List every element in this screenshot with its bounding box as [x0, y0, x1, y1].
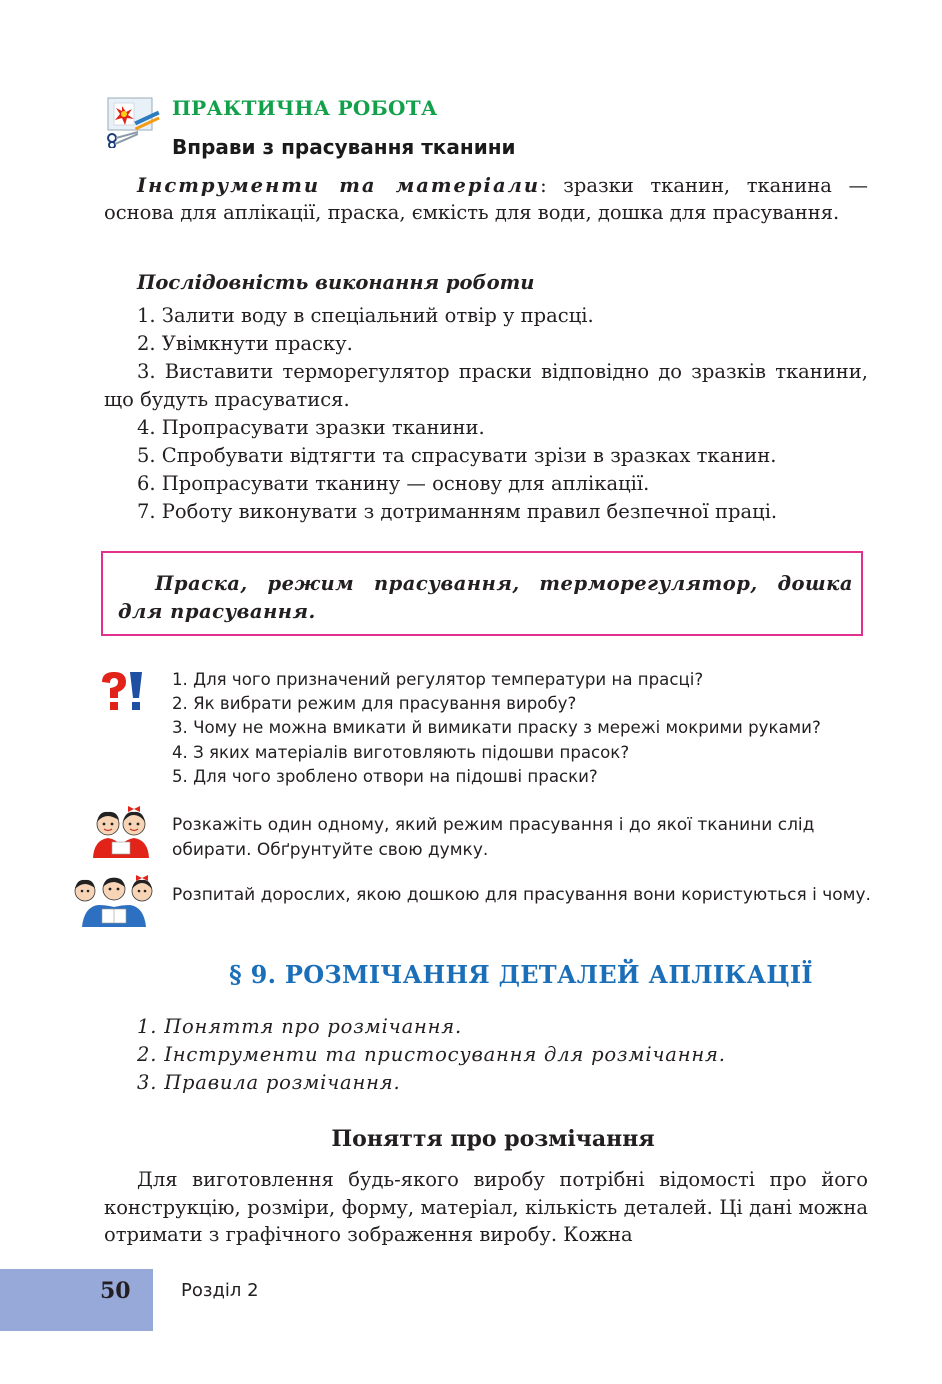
list-item: 2. Увімкнути праску.	[137, 332, 353, 355]
list-item: 5. Спробувати відтягти та спрасувати зрізи в зразках тканин.	[137, 444, 777, 467]
practical-work-subtitle: Вправи з прасування тканини	[172, 135, 516, 159]
list-item: 4. З яких матеріалів виготовляють підошви прасок?	[172, 742, 630, 762]
list-item: 3. Виставити терморегулятор праски відповідно до зразків тканини, що будуть прасуватися.	[104, 360, 868, 411]
list-item: 1. Для чого призначений регулятор температури на прасці?	[172, 670, 704, 689]
list-item: 5. Для чого зроблено отвори на підошві праски?	[172, 766, 598, 786]
practical-work-icon	[104, 96, 162, 148]
section-title: § 9. РОЗМІЧАННЯ ДЕТАЛЕЙ АПЛІКАЦІЇ	[229, 960, 813, 989]
question-exclamation-icon	[98, 670, 146, 712]
materials-paragraph	[104, 173, 868, 226]
concept-paragraph: Для виготовлення будь-якого виробу потрібні відомості про його конструкцію, розміри, форму, матеріал, кількість деталей. Ці дані можна отримати з графічного зображення виробу. Кожна	[104, 1168, 868, 1246]
three-kids-icon	[72, 875, 156, 927]
materials-label: Інструменти та матеріали	[137, 174, 541, 197]
list-item: 3. Чому не можна вмикати й вимикати праску з мережі мокрими руками?	[172, 718, 821, 738]
page-number: 50	[100, 1278, 131, 1304]
two-kids-icon	[90, 806, 152, 858]
list-item: 6. Пропрасувати тканину — основу для аплікації.	[137, 472, 650, 495]
pair-task-text: Розкажіть один одному, який режим прасування і до якої тканини слід обирати. Обґрунтуйте свою думку.	[172, 815, 815, 860]
sequence-title: Послідовність виконання роботи	[137, 271, 535, 294]
key-terms-text: Праска, режим прасування, терморегулятор, дошка для прасування.	[118, 572, 853, 623]
materials-text: : зразки тканин, тканина — основа для аплікації, праска, ємкість для води, дошка для прасування.	[104, 174, 868, 224]
family-task-text: Розпитай дорослих, якою дошкою для прасування вони користуються і чому.	[172, 885, 871, 905]
list-item: 1. Залити воду в спеціальний отвір у прасці.	[137, 304, 594, 327]
list-item: 1. Поняття про розмічання.	[137, 1015, 462, 1038]
list-item: 2. Інструменти та пристосування для розмічання.	[137, 1043, 726, 1066]
practical-work-title: ПРАКТИЧНА РОБОТА	[172, 96, 438, 120]
concept-heading: Поняття про розмічання	[331, 1126, 655, 1152]
section-plan-list	[137, 1013, 726, 1097]
steps-list	[104, 302, 868, 526]
list-item: 2. Як вибрати режим для прасування виробу?	[172, 694, 577, 714]
list-item: 4. Пропрасувати зразки тканини.	[137, 416, 485, 439]
list-item: 7. Роботу виконувати з дотриманням правил безпечної праці.	[137, 500, 778, 523]
questions-list	[172, 668, 872, 789]
list-item: 3. Правила розмічання.	[137, 1071, 401, 1094]
footer-section-name: Розділ 2	[181, 1280, 259, 1301]
